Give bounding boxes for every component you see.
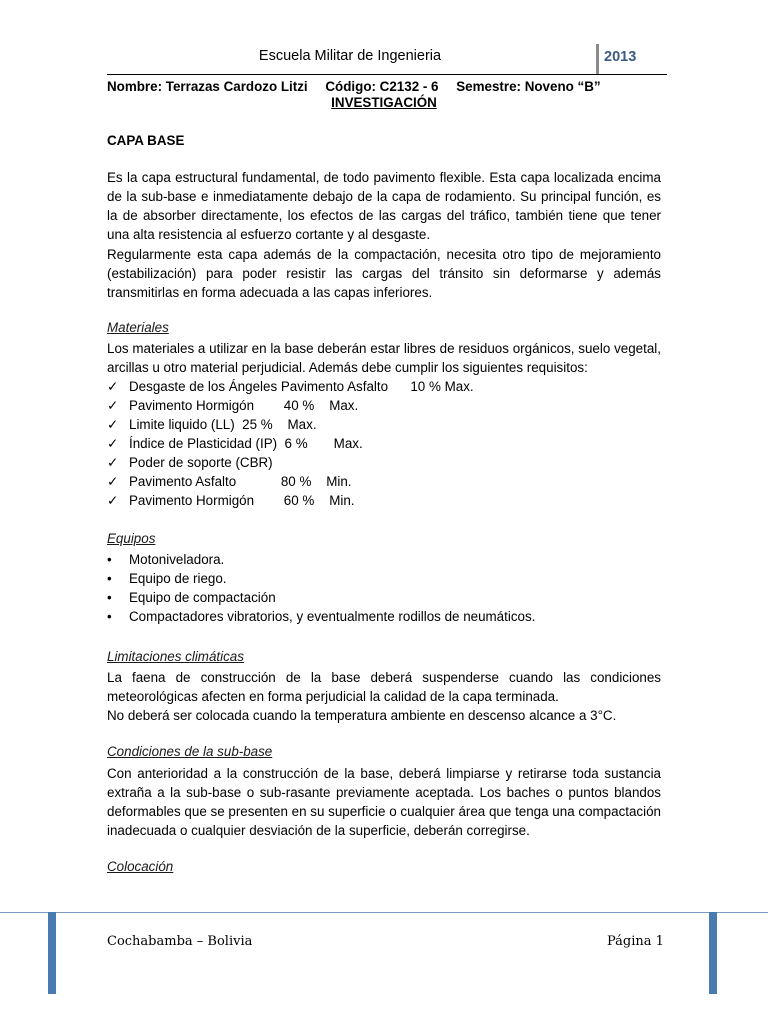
check-icon: ✓ xyxy=(107,493,119,508)
header-divider xyxy=(596,44,599,74)
footer-left-bar xyxy=(48,912,56,994)
bullet-icon: • xyxy=(107,590,112,605)
list-item: • Compactadores vibratorios, y eventualmente rodillos de neumáticos. xyxy=(107,609,536,624)
colocacion-heading: Colocación xyxy=(107,859,174,874)
list-item: ✓ Poder de soporte (CBR) xyxy=(107,455,273,470)
list-item: • Equipo de riego. xyxy=(107,571,227,586)
intro-paragraph-2: Regularmente esta capa además de la compactación, necesita otro tipo de mejoramiento (estabilización) para poder resistir las cargas del tránsito sin deformarse y además transmitirlas en forma adecuada a las capas inferiores. xyxy=(107,247,661,300)
list-item: • Equipo de compactación xyxy=(107,590,276,605)
footer-rule xyxy=(0,912,768,913)
check-icon: ✓ xyxy=(107,379,119,394)
materiales-list xyxy=(107,377,667,510)
condiciones-text: Con anterioridad a la construcción de la base, deberá limpiarse y retirarse toda sustancia extraña a la sub-base o sub-rasante previamente aceptada. Los baches o puntos blandos deformables que se presenten en su superficie o cualquier área que tenga una compactación inadecuada o cualquier desviación de la superficie, deberán corregirse. xyxy=(107,766,661,838)
check-icon: ✓ xyxy=(107,474,119,489)
bullet-icon: • xyxy=(107,552,112,567)
student-info xyxy=(107,79,667,94)
document-type: INVESTIGACIÓN xyxy=(331,95,437,110)
intro-paragraph-1: Es la capa estructural fundamental, de todo pavimento flexible. Esta capa localizada encima de la sub-base e inmediatamente debajo de la capa de rodamiento. Su principal función, es la de absorber directamente, los efectos de las cargas del tráfico, también tiene que tener una alta resistencia al esfuerzo cortante y al desgaste. xyxy=(107,170,661,242)
materiales-heading: Materiales xyxy=(107,320,169,335)
bullet-icon: • xyxy=(107,571,112,586)
student-semester: Semestre: Noveno “B” xyxy=(456,79,601,94)
check-icon: ✓ xyxy=(107,398,119,413)
student-name: Nombre: Terrazas Cardozo Litzi xyxy=(107,79,308,94)
list-item: ✓ Pavimento Hormigón 40 % Max. xyxy=(107,398,359,413)
footer-page-number: Página 1 xyxy=(607,934,664,949)
institution-name: Escuela Militar de Ingenieria xyxy=(258,48,442,64)
list-item: ✓ Pavimento Asfalto 80 % Min. xyxy=(107,474,352,489)
condiciones-heading: Condiciones de la sub-base xyxy=(107,744,273,759)
list-item: ✓ Desgaste de los Ángeles Pavimento Asfalto 10 % Max. xyxy=(107,379,474,394)
check-icon: ✓ xyxy=(107,436,119,451)
header-year: 2013 xyxy=(604,49,637,65)
header-rule xyxy=(107,74,667,75)
bullet-icon: • xyxy=(107,609,112,624)
list-item: ✓ Índice de Plasticidad (IP) 6 % Max. xyxy=(107,436,363,451)
list-item: • Motoniveladora. xyxy=(107,552,225,567)
equipos-list xyxy=(107,550,667,626)
list-item: ✓ Pavimento Hormigón 60 % Min. xyxy=(107,493,355,508)
limitaciones-paragraph-2: No deberá ser colocada cuando la temperatura ambiente en descenso alcance a 3°C. xyxy=(107,708,617,723)
limitaciones-paragraph-1: La faena de construcción de la base deberá suspenderse cuando las condiciones meteorológicas afecten en forma perjudicial la calidad de la capa terminada. xyxy=(107,670,661,704)
check-icon: ✓ xyxy=(107,455,119,470)
equipos-heading: Equipos xyxy=(107,531,156,546)
limitaciones-heading: Limitaciones climáticas xyxy=(107,649,244,664)
footer-right-bar xyxy=(709,912,717,994)
section-title: CAPA BASE xyxy=(107,133,185,148)
footer-location: Cochabamba – Bolivia xyxy=(107,934,253,949)
student-code: Código: C2132 - 6 xyxy=(325,79,439,94)
list-item: ✓ Limite liquido (LL) 25 % Max. xyxy=(107,417,317,432)
materiales-text: Los materiales a utilizar en la base deberán estar libres de residuos orgánicos, suelo vegetal, arcillas u otro material perjudicial. Además debe cumplir los siguientes requisitos: xyxy=(107,341,661,375)
check-icon: ✓ xyxy=(107,417,119,432)
